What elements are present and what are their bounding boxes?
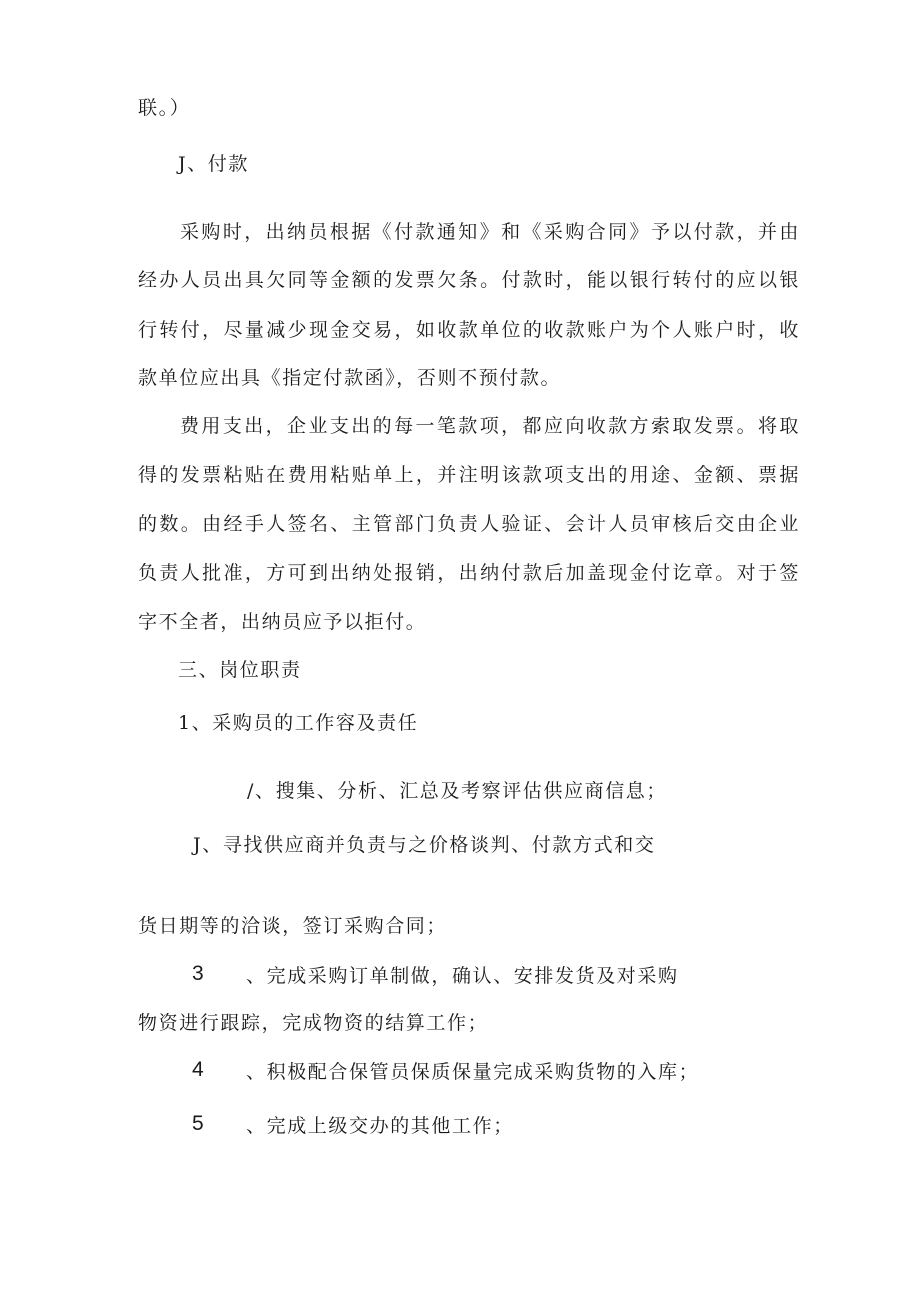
section-heading-duties: 三、岗位职责 [178, 659, 302, 681]
list-item: /、搜集、分析、汇总及考察评估供应商信息； [247, 780, 668, 802]
paragraph-line: 得的发票粘贴在费用粘贴单上，并注明该款项支出的用途、金额、票据 [138, 464, 800, 486]
text-line: 联。） [138, 97, 191, 119]
paragraph-line: 的数。由经手人签名、主管部门负责人验证、会计人员审核后交由企业 [138, 513, 800, 535]
list-item: J、寻找供应商并负责与之价格谈判、付款方式和交 [193, 834, 656, 856]
list-item-number: 5 [192, 1112, 204, 1135]
paragraph-line: 采购时，出纳员根据《付款通知》和《采购合同》予以付款，并由 [180, 221, 800, 243]
paragraph-line: 款单位应出具《指定付款函》，否则不预付款。 [138, 367, 562, 389]
list-item-number: 4 [192, 1058, 204, 1081]
paragraph-line: 字不全者，出纳员应予以拒付。 [138, 611, 427, 633]
paragraph-line: 经办人员出具欠同等金额的发票欠条。付款时，能以银行转付的应以银 [138, 269, 800, 291]
list-item: 、完成采购订单制做，确认、安排发货及对采购 [246, 965, 679, 987]
list-item-continuation: 货日期等的洽谈，签订采购合同； [138, 915, 448, 937]
paragraph-line: 费用支出，企业支出的每一笔款项，都应向收款方索取发票。将取 [180, 415, 800, 437]
subsection-heading-buyer: 1、采购员的工作容及责任 [178, 712, 419, 734]
section-heading-payment: J、付款 [178, 153, 250, 175]
list-item-continuation: 物资进行跟踪，完成物资的结算工作； [138, 1012, 489, 1034]
paragraph-line: 负责人批准，方可到出纳处报销，出纳付款后加盖现金付讫章。对于签 [138, 562, 800, 584]
list-item: 、完成上级交办的其他工作； [246, 1115, 514, 1137]
paragraph-line: 行转付，尽量减少现金交易，如收款单位的收款账户为个人账户时，收 [138, 319, 800, 341]
list-item-number: 3 [192, 962, 204, 985]
list-item: 、积极配合保管员保质保量完成采购货物的入库； [246, 1061, 700, 1083]
